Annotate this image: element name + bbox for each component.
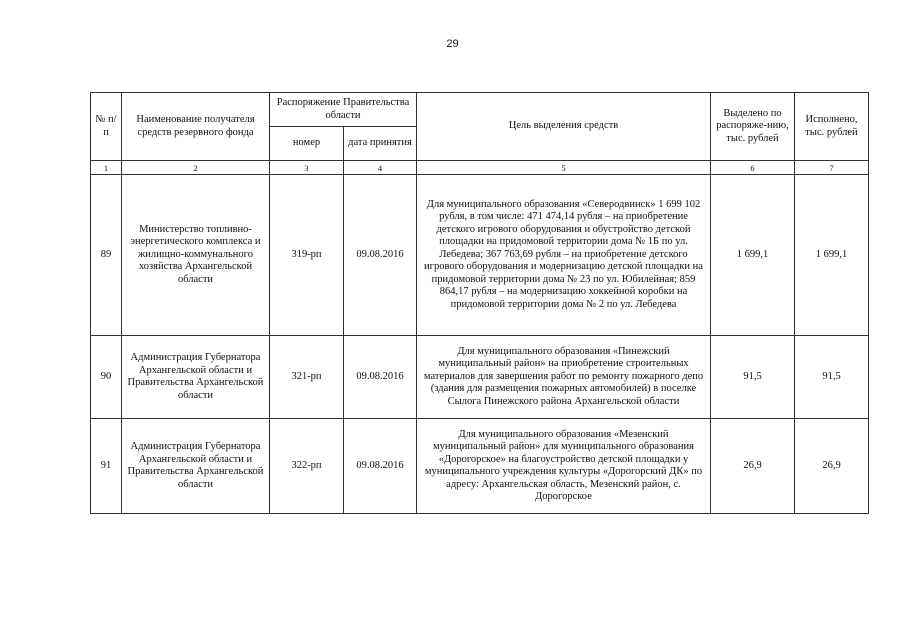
- column-number: 3: [270, 161, 344, 175]
- row-allocated: 26,9: [711, 419, 795, 514]
- row-no: 89: [91, 175, 122, 336]
- row-no: 91: [91, 419, 122, 514]
- row-allocated: 1 699,1: [711, 175, 795, 336]
- table-row: [91, 175, 869, 336]
- row-order-date: 09.08.2016: [344, 419, 417, 514]
- table-row: [91, 336, 869, 419]
- header-allocated: Выделено по распоряже-нию, тыс. рублей: [711, 93, 795, 161]
- column-number: 2: [122, 161, 270, 175]
- table-row: [91, 419, 869, 514]
- column-number: 4: [344, 161, 417, 175]
- row-recipient: Министерство топливно-энергетического комплекса и жилищно-коммунального хозяйства Архангельской области: [122, 175, 270, 336]
- header-executed: Исполнено, тыс. рублей: [795, 93, 869, 161]
- header-order-date: дата принятия: [344, 127, 417, 161]
- page-number: 29: [446, 38, 459, 50]
- row-recipient: Администрация Губернатора Архангельской области и Правительства Архангельской области: [122, 419, 270, 514]
- header-recipient: Наименование получателя средств резервного фонда: [122, 93, 270, 161]
- header-row: [91, 93, 869, 127]
- row-no: 90: [91, 336, 122, 419]
- row-purpose: Для муниципального образования «Северодвинск» 1 699 102 рубля, в том числе: 471 474,14 рубля – на приобретение детского игрового оборудования и обустройство детской площадки на придомовой территории дома № 1Б по ул. Лебедева; 367 763,69 рубля – на приобретение детского игрового оборудования и модернизацию детской площадки на придомовой территории дома № 23 по ул. Юбилейная; 859 864,17 рубля – на модернизацию хоккейной коробки на придомовой территории дома № 2 по ул. Лебедева: [417, 175, 711, 336]
- column-numbers-row: [91, 161, 869, 175]
- column-number: 5: [417, 161, 711, 175]
- row-order-number: 322-рп: [270, 419, 344, 514]
- header-order-number: номер: [270, 127, 344, 161]
- row-executed: 1 699,1: [795, 175, 869, 336]
- row-order-date: 09.08.2016: [344, 336, 417, 419]
- row-purpose: Для муниципального образования «Пинежский муниципальный район» на приобретение строительных материалов для завершения работ по ремонту пожарного депо (здания для размещения пожарных автомобилей) в поселке Сылога Пинежского района Архангельской области: [417, 336, 711, 419]
- header-purpose: Цель выделения средств: [417, 93, 711, 161]
- row-order-date: 09.08.2016: [344, 175, 417, 336]
- reserve-fund-table: [90, 92, 869, 514]
- row-allocated: 91,5: [711, 336, 795, 419]
- header-no: № п/п: [91, 93, 122, 161]
- row-order-number: 319-рп: [270, 175, 344, 336]
- header-order-group: Распоряжение Правительства области: [270, 93, 417, 127]
- row-recipient: Администрация Губернатора Архангельской области и Правительства Архангельской области: [122, 336, 270, 419]
- column-number: 6: [711, 161, 795, 175]
- column-number: 1: [91, 161, 122, 175]
- row-executed: 26,9: [795, 419, 869, 514]
- row-executed: 91,5: [795, 336, 869, 419]
- row-order-number: 321-рп: [270, 336, 344, 419]
- row-purpose: Для муниципального образования «Мезенский муниципальный район» для муниципального образования «Дорогорское» на благоустройство детской площадки у муниципального учреждения культуры «Дорогорский ДК» по адресу: Архангельская область, Мезенский район, с. Дорогорское: [417, 419, 711, 514]
- column-number: 7: [795, 161, 869, 175]
